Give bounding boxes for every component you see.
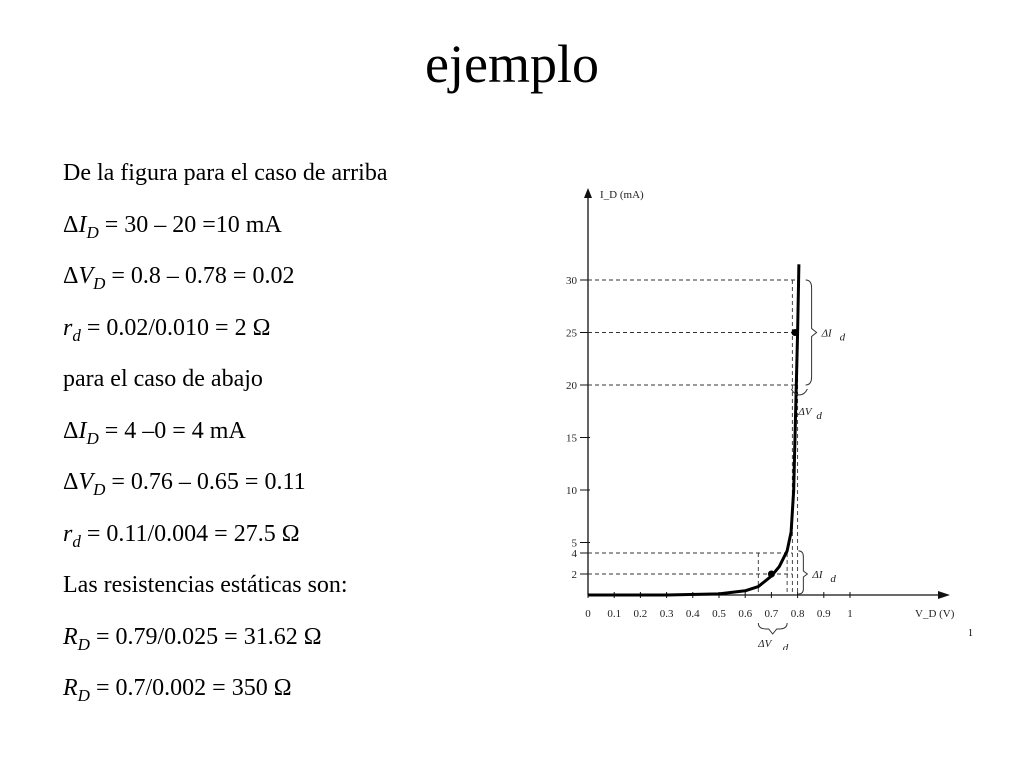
text-part: = 30 – 20 =10 mA [98, 211, 282, 238]
delta-i-label-lower: ΔI [812, 569, 823, 581]
text-part: I [78, 211, 87, 238]
delta-i-brace-lower [798, 551, 807, 594]
text-part: D [86, 222, 99, 242]
text-part: d [72, 325, 81, 345]
delta-i-brace-upper [806, 280, 817, 385]
y-tick-label: 20 [566, 380, 577, 392]
text-part: Δ [63, 469, 79, 495]
iv-curve [588, 264, 799, 595]
text-part: Δ [63, 417, 79, 444]
x-tick-label: 0.9 [816, 608, 831, 620]
x-tick-label: 0.5 [712, 608, 726, 620]
x-tick-label: 0.1 [607, 608, 622, 620]
text-line [63, 516, 533, 552]
text-part: D [77, 634, 90, 654]
text-part: para el caso de abajo [63, 366, 263, 392]
delta-v-label-upper: ΔV [798, 406, 812, 418]
y-tick-label: 30 [566, 275, 577, 287]
text-line [63, 207, 533, 243]
x-tick-label: 0 [585, 608, 591, 620]
text-part: = 0.02/0.010 = 2 Ω [80, 314, 271, 341]
operating-point [791, 329, 798, 336]
x-tick-label: 0.3 [659, 608, 674, 620]
x-tick-label: 0.7 [764, 608, 779, 620]
x-tick-label: 1 [847, 608, 853, 620]
x-tick-label: 0.2 [633, 608, 648, 620]
text-part: V [78, 263, 94, 289]
y-tick-label: 25 [566, 327, 577, 340]
text-part: R [63, 675, 78, 701]
y-axis-label: I_D (mA) [600, 189, 644, 201]
text-part: r [63, 520, 73, 547]
text-part: V [78, 469, 94, 495]
text-part: r [63, 314, 73, 341]
text-part: De la figura para el caso de arriba [63, 160, 388, 186]
delta-i-label-upper: ΔI [821, 327, 832, 340]
text-part: R [63, 623, 78, 650]
text-part: Δ [63, 263, 79, 289]
text-line [63, 567, 533, 603]
delta-v-brace-lower [758, 623, 787, 634]
delta-v-sub-upper: d [816, 410, 822, 422]
text-line [63, 258, 533, 294]
text-part: Δ [63, 211, 79, 238]
text-part: d [72, 531, 81, 551]
text-part: D [77, 685, 90, 705]
x-axis-label: V_D (V) [915, 608, 955, 620]
delta-i-sub-lower: d [830, 573, 836, 585]
y-tick-label: 2 [571, 569, 577, 581]
text-line [63, 670, 533, 706]
text-line [63, 619, 533, 655]
text-part: = 0.11/0.004 = 27.5 Ω [80, 520, 300, 547]
text-part: = 4 –0 = 4 mA [98, 417, 246, 444]
text-part: I [78, 417, 87, 444]
text-line [63, 361, 533, 397]
x-axis-arrow [938, 591, 950, 599]
y-tick-label: 5 [571, 537, 577, 550]
text-lines [63, 155, 533, 722]
operating-point [768, 571, 775, 578]
delta-v-brace-upper [791, 389, 807, 395]
text-part: Las resistencias estáticas son: [63, 572, 348, 598]
diode-iv-chart [560, 180, 960, 650]
x-tick-label: 0.8 [790, 608, 805, 620]
text-line [63, 155, 533, 191]
delta-v-sub-lower: d [782, 642, 789, 650]
slide-title: ejemplo [425, 34, 599, 94]
y-tick-label: 4 [571, 548, 577, 560]
text-part: = 0.79/0.025 = 31.62 Ω [89, 623, 322, 650]
x-tick-label: 0.6 [738, 608, 753, 620]
text-line [63, 464, 533, 500]
delta-v-label-lower: ΔV [758, 638, 772, 650]
y-tick-label: 10 [566, 485, 577, 497]
delta-i-sub-upper: d [839, 331, 846, 344]
text-line [63, 310, 533, 346]
text-part: D [93, 273, 106, 293]
y-tick-label: 15 [566, 432, 577, 445]
text-part: D [86, 428, 99, 448]
text-part: = 0.8 – 0.78 = 0.02 [105, 263, 295, 289]
x-tick-label: 0.4 [685, 608, 700, 620]
text-part: = 0.7/0.002 = 350 Ω [89, 675, 292, 701]
text-part: = 0.76 – 0.65 = 0.11 [105, 469, 306, 495]
y-axis-arrow [584, 188, 592, 198]
text-line [63, 413, 533, 449]
page-mark: 1 [968, 628, 973, 639]
text-part: D [93, 479, 106, 499]
